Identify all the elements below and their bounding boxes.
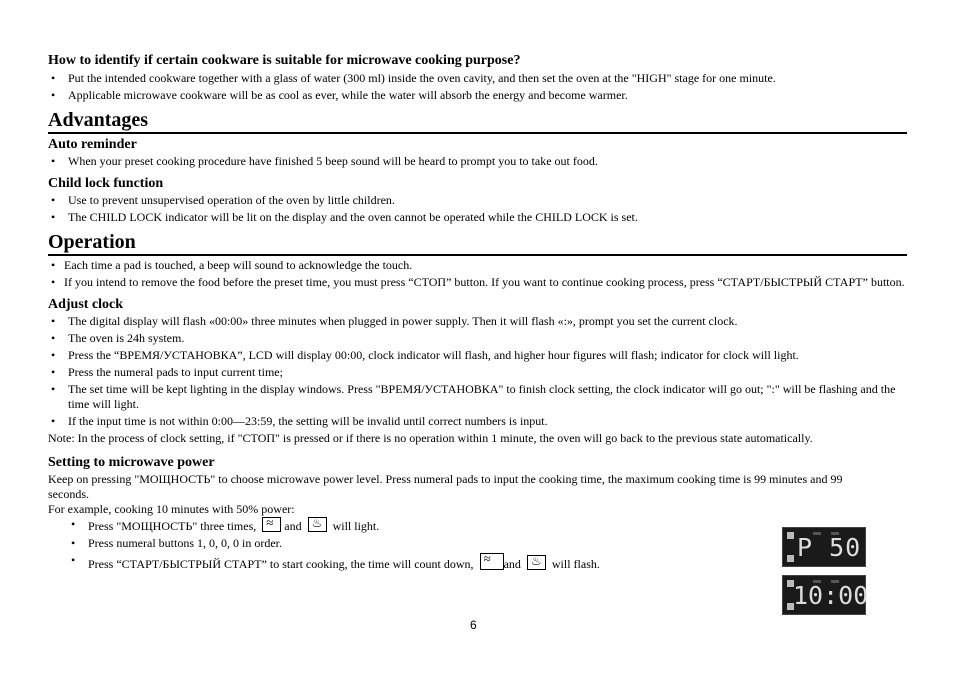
lcd-display-power: [782, 527, 866, 567]
list-item: • Press "МОЩНОСТЬ" three times, ≈ and ♨ will light.: [48, 517, 907, 534]
manual-page: [48, 52, 907, 574]
clock-note: Note: In the process of clock setting, if "СТОП" is pressed or if there is no operation within 1 minute, the oven will go back to the previous state automatically.: [48, 431, 813, 445]
microwave-wave-icon: [262, 517, 281, 532]
list-item: • Press “СТАРТ/БЫСТРЫЙ СТАРТ” to start cooking, the time will count down, ≈ and ♨ will flash.: [48, 553, 907, 572]
child-lock-heading: Child lock function: [48, 176, 164, 191]
cooking-pot-icon: [308, 517, 327, 532]
microwave-wave-icon: [480, 553, 504, 570]
cookware-list: [48, 71, 907, 103]
list-item: • The digital display will flash «00:00» three minutes when plugged in power supply. Then it will flash «:», prompt you set the current clock.: [48, 314, 907, 329]
lcd-digits: 10:00: [793, 581, 869, 610]
list-item: • Press the numeral pads to input current time;: [48, 365, 907, 380]
list-item: • Put the intended cookware together with a glass of water (300 ml) inside the oven cavity, and then set the oven at the "HIGH" stage for one minute.: [48, 71, 907, 86]
lcd-indicator-icon: [787, 532, 794, 539]
lcd-indicator-icon: [787, 555, 794, 562]
list-item: • Each time a pad is touched, a beep will sound to acknowledge the touch.: [48, 258, 907, 273]
microwave-power-steps: [48, 517, 907, 572]
adjust-clock-heading: Adjust clock: [48, 297, 124, 312]
cooking-pot-icon: [527, 555, 546, 570]
cookware-heading: How to identify if certain cookware is suitable for microwave cooking purpose?: [48, 53, 521, 68]
child-lock-list: [48, 193, 907, 225]
list-item: • The CHILD LOCK indicator will be lit on the display and the oven cannot be operated while the CHILD LOCK is set.: [48, 210, 907, 225]
list-item: • Applicable microwave cookware will be as cool as ever, while the water will absorb the energy and become warmer.: [48, 88, 907, 103]
list-item: • The oven is 24h system.: [48, 331, 907, 346]
list-item: • The set time will be kept lighting in the display windows. Press "ВРЕМЯ/УСТАНОВКА" to finish clock setting, the clock indicator will go out; ":" will be flashing and the time will light.: [48, 382, 907, 412]
list-item: • If you intend to remove the food before the preset time, you must press “СТОП” button. If you want to continue cooking process, press “СТАРТ/БЫСТРЫЙ СТАРТ” button.: [48, 275, 907, 290]
operation-list: [48, 258, 907, 290]
list-item: • If the input time is not within 0:00—23:59, the setting will be invalid until correct numbers is input.: [48, 414, 907, 429]
microwave-power-intro: Keep on pressing "МОЩНОСТЬ" to choose microwave power level. Press numeral pads to input the cooking time, the maximum cooking time is 99 minutes and 99 seconds.: [48, 472, 843, 501]
page-number: 6: [470, 618, 477, 632]
list-item: • When your preset cooking procedure have finished 5 beep sound will be heard to prompt you to take out food.: [48, 154, 907, 169]
advantages-title: Advantages: [48, 109, 907, 134]
auto-reminder-heading: Auto reminder: [48, 137, 137, 152]
auto-reminder-list: [48, 154, 907, 169]
lcd-digits: P 50: [797, 533, 862, 562]
microwave-power-example: For example, cooking 10 minutes with 50% power:: [48, 502, 295, 516]
operation-title: Operation: [48, 231, 907, 256]
list-item: • Press numeral buttons 1, 0, 0, 0 in order.: [48, 536, 907, 551]
list-item: • Press the “ВРЕМЯ/УСТАНОВКА”, LCD will display 00:00, clock indicator will flash, and higher hour figures will flash; indicator for clock will light.: [48, 348, 907, 363]
adjust-clock-list: [48, 314, 907, 429]
lcd-display-time: [782, 575, 869, 615]
microwave-power-heading: Setting to microwave power: [48, 455, 215, 470]
list-item: • Use to prevent unsupervised operation of the oven by little children.: [48, 193, 907, 208]
